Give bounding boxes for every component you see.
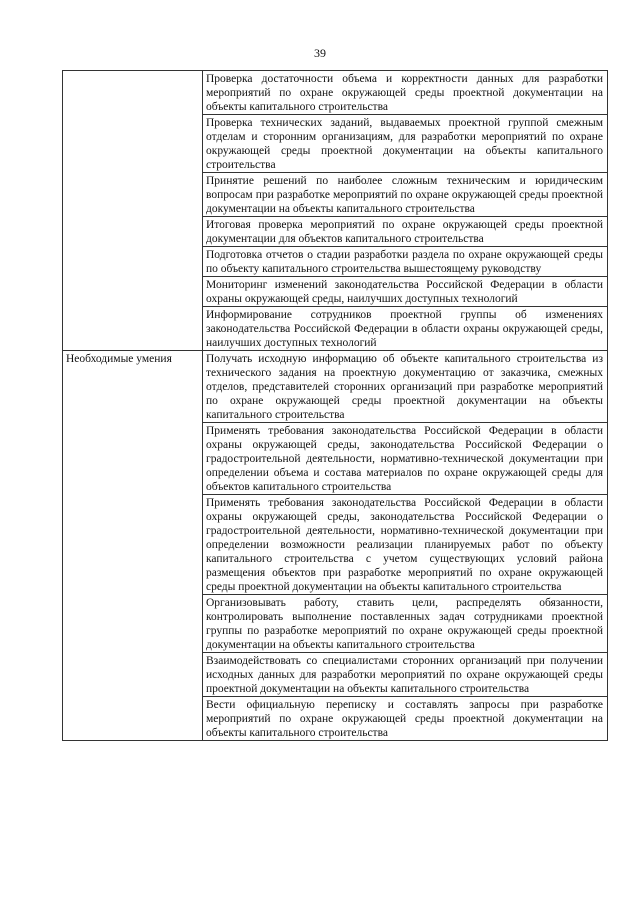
table-cell: Взаимодействовать со специалистами сторонних организаций при получении исходных данных для разработки мероприятий по охране окружающей среды проектной документации на объекты капитального строительства [203, 653, 608, 697]
table-cell: Проверка достаточности объема и корректности данных для разработки мероприятий по охране окружающей среды проектной документации на объекты капитального строительства [203, 71, 608, 115]
table-cell: Применять требования законодательства Российской Федерации в области охраны окружающей среды, законодательства Российской Федерации о градостроительной деятельности, нормативно-технической документации при определении возможности реализации планируемых работ по объекту капитального строительства с учетом существующих условий района размещения объектов при разработке мероприятий по охране окружающей среды проектной документации на объекты капитального строительства [203, 495, 608, 595]
table-row [63, 351, 608, 423]
requirements-table [62, 70, 608, 741]
table-cell: Принятие решений по наиболее сложным техническим и юридическим вопросам при разработке мероприятий по охране окружающей среды проектной документации на объекты капитального строительства [203, 173, 608, 217]
table-cell: Организовывать работу, ставить цели, распределять обязанности, контролировать выполнение поставленных задач сотрудниками проектной группы по разработке мероприятий по охране окружающей среды проектной документации на объекты капитального строительства [203, 595, 608, 653]
table-cell: Итоговая проверка мероприятий по охране окружающей среды проектной документации для объектов капитального строительства [203, 217, 608, 247]
table-cell: Применять требования законодательства Российской Федерации в области охраны окружающей среды, законодательства Российской Федерации о градостроительной деятельности, нормативно-технической документации при определении объема и состава материалов по охране окружающей среды для объектов капитального строительства [203, 423, 608, 495]
page-number: 39 [314, 46, 326, 60]
table-cell: Информирование сотрудников проектной группы об изменениях законодательства Российской Федерации в области охраны окружающей среды, наилучших доступных технологий [203, 307, 608, 351]
table-cell: Проверка технических заданий, выдаваемых проектной группой смежным отделам и сторонним организациям, для разработки мероприятий по охране окружающей среды проектной документации на объекты капитального строительства [203, 115, 608, 173]
table-row [63, 71, 608, 115]
table-cell: Получать исходную информацию об объекте капитального строительства из технического задания на проектную документацию от заказчика, смежных отделов, представителей сторонних организаций при разработке мероприятий по охране окружающей среды проектной документации на объекты капитального строительства [203, 351, 608, 423]
skills-label-cell: Необходимые умения [63, 351, 203, 741]
table-cell: Подготовка отчетов о стадии разработки раздела по охране окружающей среды по объекту капитального строительства вышестоящему руководству [203, 247, 608, 277]
table-cell: Мониторинг изменений законодательства Российской Федерации в области охраны окружающей среды, наилучших доступных технологий [203, 277, 608, 307]
table-cell: Вести официальную переписку и составлять запросы при разработке мероприятий по охране окружающей среды проектной документации на объекты капитального строительства [203, 697, 608, 741]
continued-category-cell [63, 71, 203, 351]
